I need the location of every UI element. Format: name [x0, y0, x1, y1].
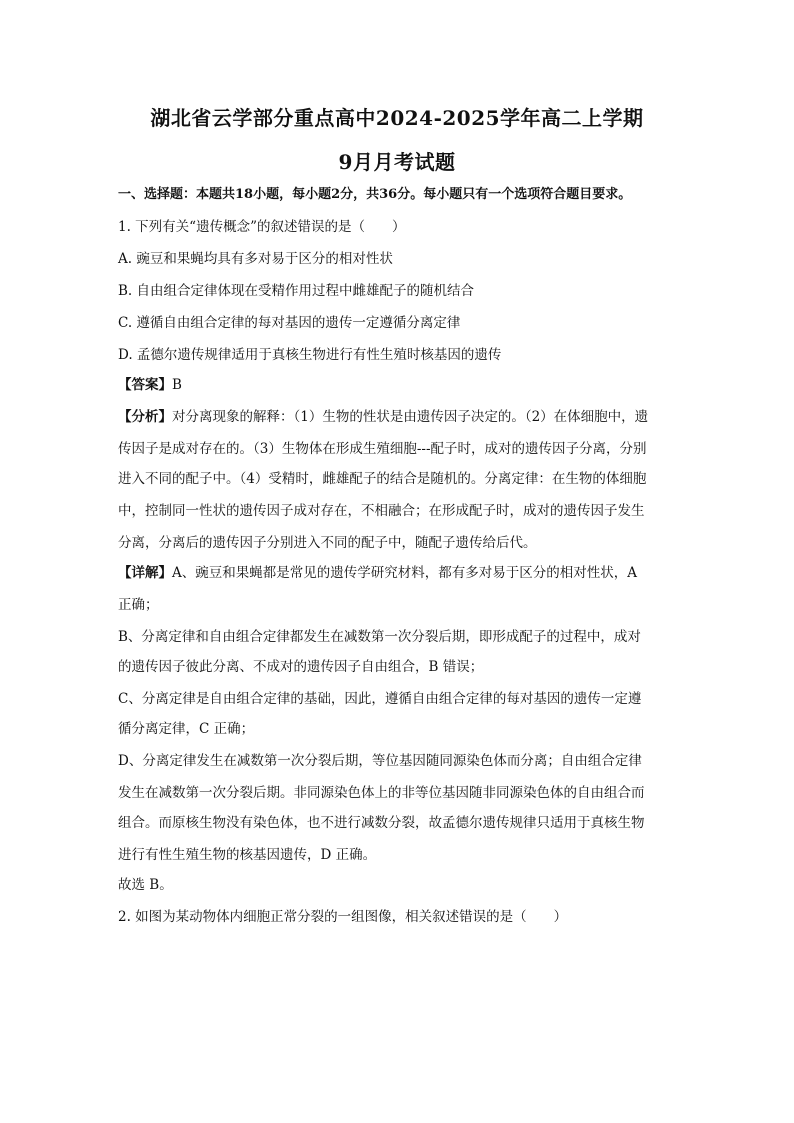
analysis-line-4: 中，控制同一性状的遗传因子成对存在，不相融合；在形成配子时，成对的遗传因子发生: [118, 503, 645, 519]
page-title-line-2: 9月月考试题: [338, 150, 456, 174]
detail-label: 【详解】: [118, 565, 172, 581]
analysis-line-3: 进入不同的配子中。（4）受精时，雌雄配子的结合是随机的。分离定律：在生物的体细胞: [118, 471, 647, 487]
page-title-line-1: 湖北省云学部分重点高中2024-2025学年高二上学期: [150, 106, 644, 130]
answer-value: B: [172, 377, 182, 393]
analysis-text-1: 对分离现象的解释：（1）生物的性状是由遗传因子决定的。（2）在体细胞中，遗: [172, 409, 649, 425]
analysis-line-5: 分离，分离后的遗传因子分别进入不同的配子中，随配子遗传给后代。: [118, 535, 537, 551]
detail-text-1: A、豌豆和果蝇都是常见的遗传学研究材料，都有多对易于区分的相对性状，A: [172, 565, 637, 581]
detail-line-9: 组合。而原核生物没有染色体，也不进行减数分裂，故孟德尔遗传规律只适用于真核生物: [118, 815, 645, 831]
detail-line-11: 故选 B。: [118, 877, 173, 893]
question-1-option-a: A. 豌豆和果蝇均具有多对易于区分的相对性状: [118, 251, 393, 267]
analysis-line-2: 传因子是成对存在的。（3）生物体在形成生殖细胞---配子时，成对的遗传因子分离，分别: [118, 441, 647, 457]
detail-line-6: 循分离定律，C 正确；: [118, 721, 255, 737]
question-1-option-c: C. 遵循自由组合定律的每对基因的遗传一定遵循分离定律: [118, 315, 461, 331]
detail-line-8: 发生在减数第一次分裂后期。非同源染色体上的非等位基因随非同源染色体的自由组合而: [118, 785, 645, 801]
question-1-option-b: B. 自由组合定律体现在受精作用过程中雌雄配子的随机结合: [118, 283, 475, 299]
answer-label: 【答案】: [118, 377, 172, 393]
detail-line-5: C、分离定律是自由组合定律的基础，因此，遵循自由组合定律的每对基因的遗传一定遵: [118, 691, 642, 707]
section-heading: 一、选择题：本题共18小题，每小题2分，共36分。每小题只有一个选项符合题目要求。: [118, 187, 632, 202]
question-1-option-d: D. 孟德尔遗传规律适用于真核生物进行有性生殖时核基因的遗传: [118, 347, 502, 363]
detail-line-1: [118, 564, 637, 582]
answer-line: [118, 376, 182, 394]
analysis-line-1: [118, 408, 648, 426]
detail-line-3: B、分离定律和自由组合定律都发生在减数第一次分裂后期，即形成配子的过程中，成对: [118, 629, 641, 645]
detail-line-2: 正确；: [118, 597, 159, 613]
question-1-stem: 1. 下列有关“遗传概念”的叙述错误的是（ ）: [118, 219, 406, 235]
detail-line-4: 的遗传因子彼此分离、不成对的遗传因子自由组合，B 错误；: [118, 659, 484, 675]
detail-line-10: 进行有性生殖生物的核基因遗传，D 正确。: [118, 847, 377, 863]
detail-line-7: D、分离定律发生在减数第一次分裂后期，等位基因随同源染色体而分离；自由组合定律: [118, 753, 642, 769]
question-2-stem: 2. 如图为某动物体内细胞正常分裂的一组图像，相关叙述错误的是（ ）: [118, 909, 568, 925]
analysis-label: 【分析】: [118, 409, 172, 425]
